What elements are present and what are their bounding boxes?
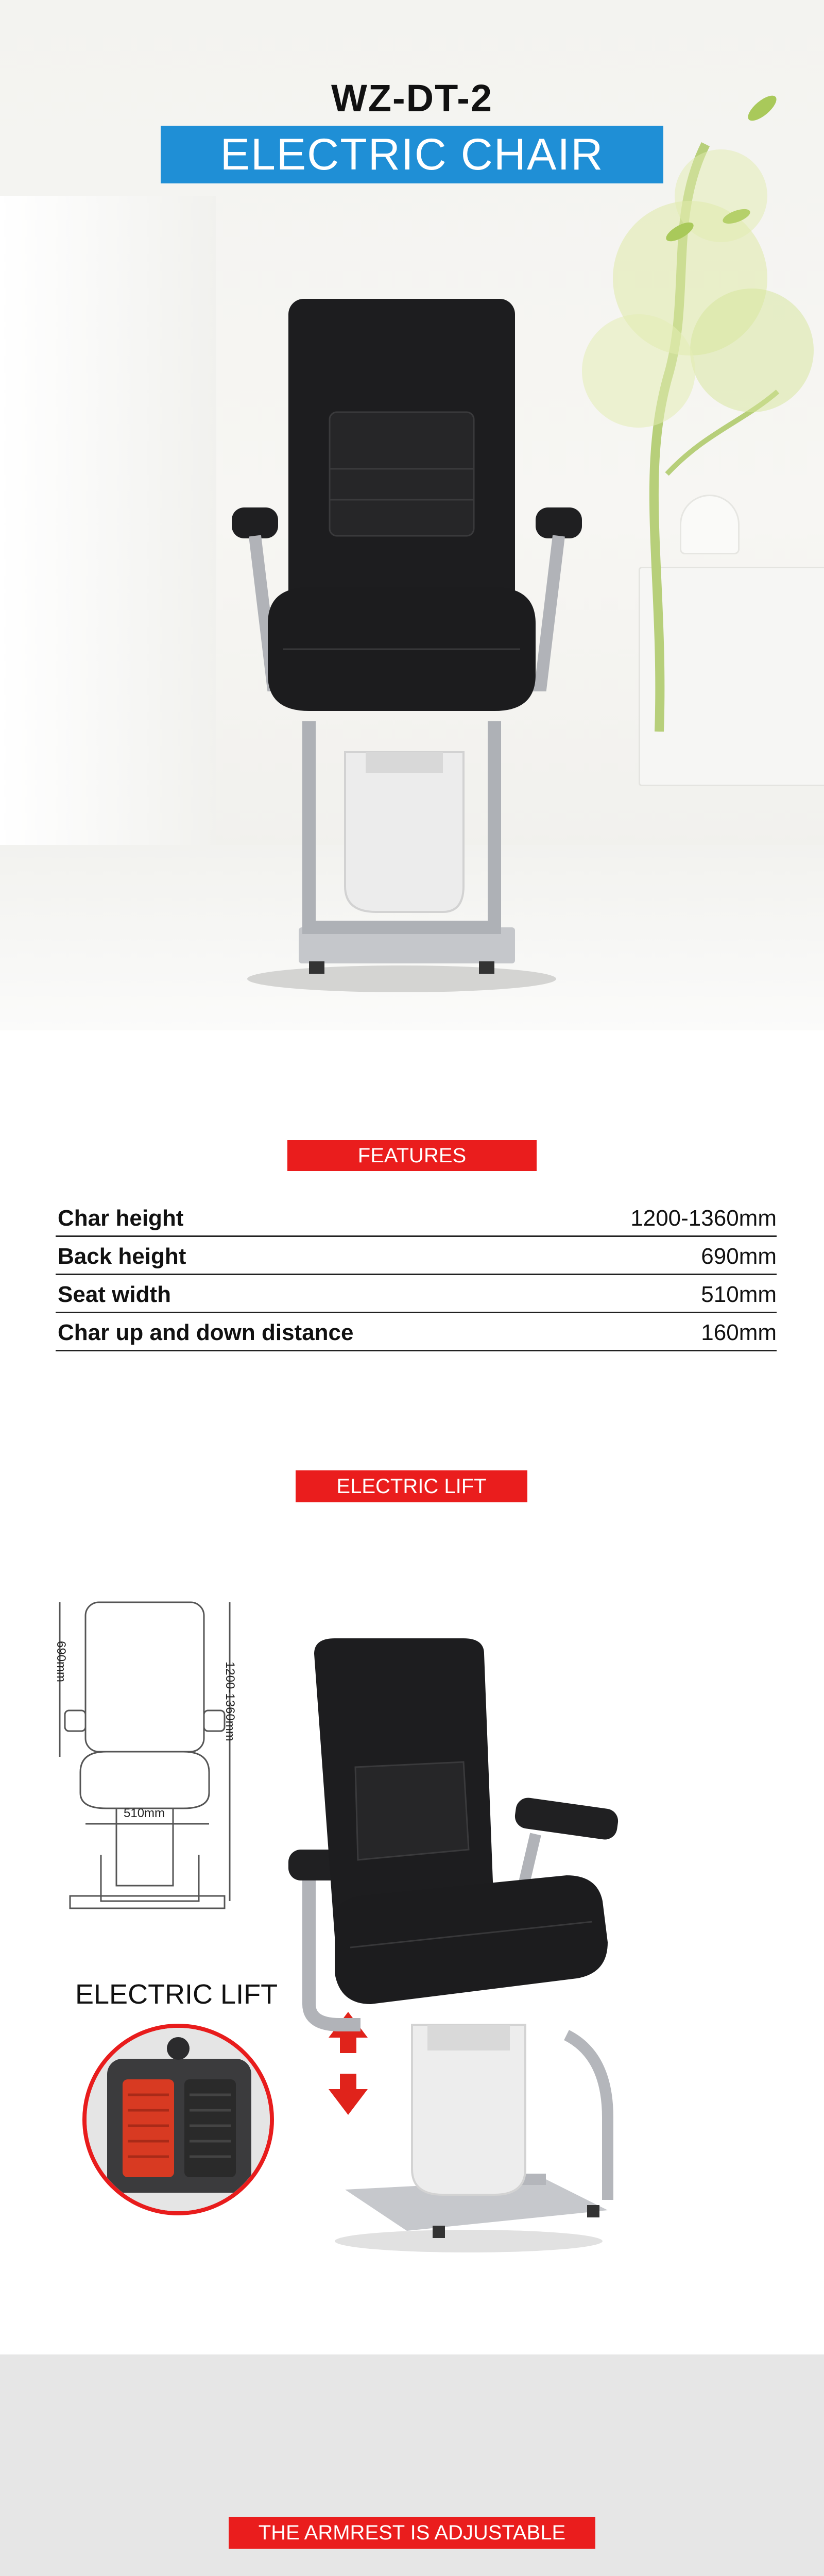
product-title-banner bbox=[161, 126, 663, 183]
spec-label: Back height bbox=[58, 1244, 186, 1269]
chair-height-dimension: 1200-1360mm bbox=[223, 1662, 237, 1741]
spec-row bbox=[56, 1313, 777, 1351]
electric-lift-label: ELECTRIC LIFT bbox=[296, 1470, 527, 1502]
model-title: WZ-DT-2 bbox=[331, 77, 493, 120]
background-window bbox=[0, 196, 216, 866]
foot-pedal-image bbox=[87, 2028, 270, 2211]
spec-label: Char up and down distance bbox=[58, 1320, 354, 1345]
chair-side-image bbox=[278, 1633, 659, 2267]
spec-label: Seat width bbox=[58, 1282, 171, 1307]
spec-label: Char height bbox=[58, 1206, 184, 1231]
spec-row bbox=[56, 1236, 777, 1275]
spec-value: 510mm bbox=[701, 1282, 777, 1307]
electric-lift-caption: ELECTRIC LIFT bbox=[75, 1979, 278, 2010]
armrest-label: THE ARMREST IS ADJUSTABLE bbox=[229, 2517, 595, 2549]
features-label: FEATURES bbox=[287, 1140, 537, 1171]
chair-front-image bbox=[206, 294, 597, 999]
back-height-dimension: 690mm bbox=[54, 1641, 68, 1683]
dimension-drawing bbox=[49, 1587, 240, 1927]
spec-row bbox=[56, 1275, 777, 1313]
spec-value: 1200-1360mm bbox=[630, 1206, 777, 1231]
spec-value: 690mm bbox=[701, 1244, 777, 1269]
spec-row bbox=[56, 1198, 777, 1237]
hero-section bbox=[0, 0, 824, 1030]
spec-value: 160mm bbox=[701, 1320, 777, 1345]
product-title: ELECTRIC CHAIR bbox=[220, 130, 604, 179]
seat-width-dimension: 510mm bbox=[124, 1806, 165, 1820]
foot-pedal-zoom bbox=[82, 2024, 274, 2215]
